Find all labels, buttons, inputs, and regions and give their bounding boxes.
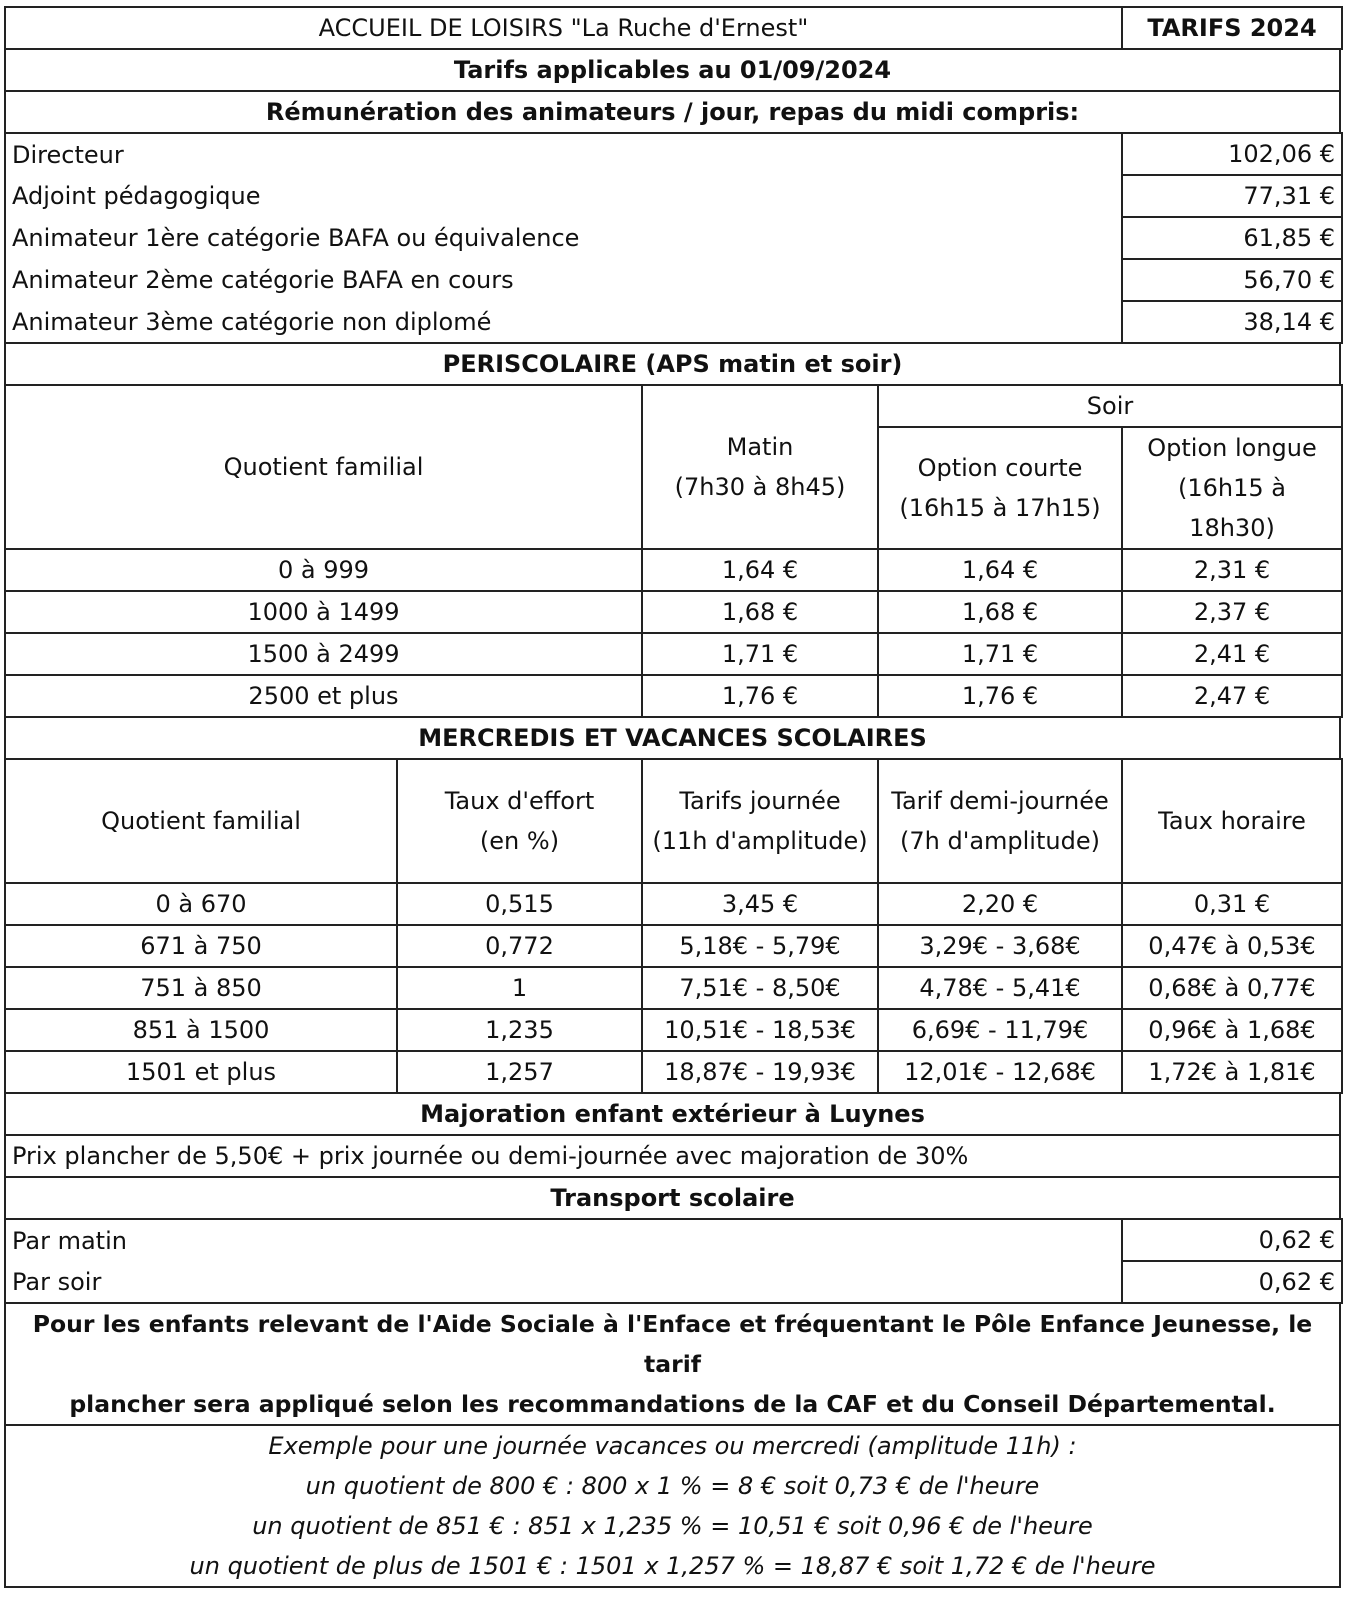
periscolaire-heading-table [4,342,1341,386]
subtitle-table [4,48,1341,134]
example-box [5,1425,1340,1587]
taux-effort-label: Taux d'effort [444,787,595,815]
example-line: un quotient de 800 € : 800 x 1 % = 8 € soit 0,73 € de l'heure [305,1472,1040,1500]
remuneration-label: Animateur 3ème catégorie non diplomé [5,301,1122,343]
horaire-cell: 1,72€ à 1,81€ [1122,1051,1342,1093]
table-row [5,549,1342,591]
journee-cell: 5,18€ - 5,79€ [642,925,878,967]
qf-cell: 1501 et plus [5,1051,397,1093]
matin-cell: 1,68 € [642,591,878,633]
periscolaire-qf-header: Quotient familial [5,385,642,549]
remuneration-heading: Rémunération des animateurs / jour, repas du midi compris: [5,91,1340,133]
remuneration-value: 102,06 € [1122,133,1342,175]
periscolaire-heading: PERISCOLAIRE (APS matin et soir) [5,343,1340,385]
transport-label: Par soir [5,1261,1122,1303]
remuneration-label: Directeur [5,133,1122,175]
table-row [5,633,1342,675]
longue-cell: 2,31 € [1122,549,1342,591]
qf-cell: 1500 à 2499 [5,633,642,675]
notice-line: Pour les enfants relevant de l'Aide Sociale à l'Enface et fréquentant le Pôle Enfance Jeunesse, le tarif [32,1310,1313,1378]
mercredis-table [4,758,1343,1094]
courte-cell: 1,76 € [878,675,1122,717]
demi-cell: 2,20 € [878,883,1122,925]
demi-cell: 6,69€ - 11,79€ [878,1009,1122,1051]
matin-cell: 1,71 € [642,633,878,675]
option-longue-hours-end: 18h30) [1189,514,1275,542]
option-longue-label: Option longue [1147,434,1317,462]
longue-cell: 2,47 € [1122,675,1342,717]
transport-heading: Transport scolaire [5,1177,1340,1219]
qf-cell: 851 à 1500 [5,1009,397,1051]
remuneration-table [4,132,1343,344]
tarif-journee-label: Tarifs journée [679,787,841,815]
remuneration-value: 56,70 € [1122,259,1342,301]
qf-cell: 1000 à 1499 [5,591,642,633]
table-row [5,925,1342,967]
longue-cell: 2,41 € [1122,633,1342,675]
option-courte-hours: (16h15 à 17h15) [899,494,1101,522]
taux-cell: 0,772 [397,925,642,967]
notice-box [5,1303,1340,1425]
periscolaire-soir-header: Soir [878,385,1342,427]
journee-cell: 18,87€ - 19,93€ [642,1051,878,1093]
matin-hours: (7h30 à 8h45) [674,473,846,501]
tarif-journee-header [642,759,878,883]
qf-cell: 0 à 670 [5,883,397,925]
example-table [4,1424,1341,1588]
taux-effort-unit: (en %) [479,827,560,855]
remuneration-value: 61,85 € [1122,217,1342,259]
document-title: ACCUEIL DE LOISIRS "La Ruche d'Ernest" [5,7,1122,49]
mercredis-qf-header: Quotient familial [5,759,397,883]
remuneration-label: Animateur 1ère catégorie BAFA ou équivalence [5,217,1122,259]
horaire-cell: 0,47€ à 0,53€ [1122,925,1342,967]
majoration-table [4,1092,1341,1220]
taux-horaire-header: Taux horaire [1122,759,1342,883]
table-row [5,591,1342,633]
remuneration-row [5,259,1342,301]
periscolaire-table [4,384,1343,718]
taux-cell: 1,235 [397,1009,642,1051]
matin-cell: 1,76 € [642,675,878,717]
courte-cell: 1,64 € [878,549,1122,591]
remuneration-label: Adjoint pédagogique [5,175,1122,217]
horaire-cell: 0,31 € [1122,883,1342,925]
remuneration-row [5,301,1342,343]
header-table [4,6,1343,50]
demi-cell: 12,01€ - 12,68€ [878,1051,1122,1093]
table-row [5,1051,1342,1093]
transport-label: Par matin [5,1219,1122,1261]
journee-cell: 3,45 € [642,883,878,925]
taux-cell: 0,515 [397,883,642,925]
majoration-text: Prix plancher de 5,50€ + prix journée ou demi-journée avec majoration de 30% [5,1135,1340,1177]
remuneration-value: 38,14 € [1122,301,1342,343]
remuneration-label: Animateur 2ème catégorie BAFA en cours [5,259,1122,301]
journee-cell: 10,51€ - 18,53€ [642,1009,878,1051]
periscolaire-matin-header [642,385,878,549]
notice-table [4,1302,1341,1426]
courte-cell: 1,68 € [878,591,1122,633]
horaire-cell: 0,96€ à 1,68€ [1122,1009,1342,1051]
demi-cell: 4,78€ - 5,41€ [878,967,1122,1009]
notice-line: plancher sera appliqué selon les recommandations de la CAF et du Conseil Départemental. [69,1390,1276,1418]
horaire-cell: 0,68€ à 0,77€ [1122,967,1342,1009]
courte-cell: 1,71 € [878,633,1122,675]
tariff-document [4,6,1341,1588]
taux-cell: 1 [397,967,642,1009]
year-badge: TARIFS 2024 [1122,7,1342,49]
majoration-heading: Majoration enfant extérieur à Luynes [5,1093,1340,1135]
option-longue-header [1122,427,1342,549]
example-line: un quotient de plus de 1501 € : 1501 x 1,257 % = 18,87 € soit 1,72 € de l'heure [189,1552,1156,1580]
tarif-journee-amplitude: (11h d'amplitude) [652,827,868,855]
table-row [5,883,1342,925]
example-line: Exemple pour une journée vacances ou mercredi (amplitude 11h) : [268,1432,1077,1460]
longue-cell: 2,37 € [1122,591,1342,633]
matin-cell: 1,64 € [642,549,878,591]
mercredis-heading: MERCREDIS ET VACANCES SCOLAIRES [5,717,1340,759]
tarif-demi-amplitude: (7h d'amplitude) [900,827,1100,855]
tarif-demi-label: Tarif demi-journée [891,787,1109,815]
table-row [5,675,1342,717]
qf-cell: 2500 et plus [5,675,642,717]
remuneration-row [5,175,1342,217]
remuneration-value: 77,31 € [1122,175,1342,217]
remuneration-row [5,217,1342,259]
option-longue-hours-start: (16h15 à [1178,474,1286,502]
taux-effort-header [397,759,642,883]
tarif-demi-header [878,759,1122,883]
matin-label: Matin [726,433,794,461]
qf-cell: 0 à 999 [5,549,642,591]
demi-cell: 3,29€ - 3,68€ [878,925,1122,967]
option-courte-label: Option courte [917,454,1083,482]
journee-cell: 7,51€ - 8,50€ [642,967,878,1009]
qf-cell: 671 à 750 [5,925,397,967]
transport-row [5,1219,1342,1261]
table-row [5,1009,1342,1051]
mercredis-heading-table [4,716,1341,760]
transport-value: 0,62 € [1122,1219,1342,1261]
table-row [5,967,1342,1009]
transport-row [5,1261,1342,1303]
transport-value: 0,62 € [1122,1261,1342,1303]
option-courte-header [878,427,1122,549]
qf-cell: 751 à 850 [5,967,397,1009]
remuneration-row [5,133,1342,175]
transport-table [4,1218,1343,1304]
effective-date: Tarifs applicables au 01/09/2024 [5,49,1340,91]
taux-cell: 1,257 [397,1051,642,1093]
example-line: un quotient de 851 € : 851 x 1,235 % = 10,51 € soit 0,96 € de l'heure [252,1512,1093,1540]
